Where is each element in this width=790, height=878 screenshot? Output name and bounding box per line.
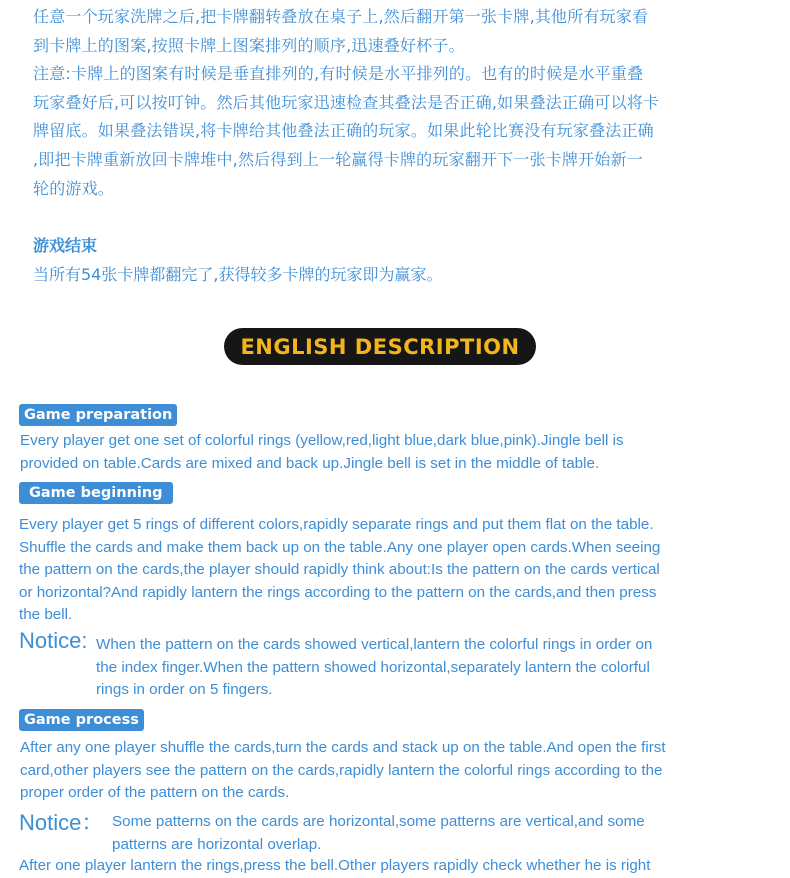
banner-label: ENGLISH DESCRIPTION <box>240 334 520 359</box>
text-line: 注意:卡牌上的图案有时候是垂直排列的,有时候是水平排列的。也有的时候是水平重叠 <box>33 64 644 84</box>
text-line: 任意一个玩家洗牌之后,把卡牌翻转叠放在桌子上,然后翻开第一张卡牌,其他所有玩家看 <box>33 7 649 26</box>
beginning-notice-text <box>96 634 652 702</box>
beginning-text <box>19 514 660 627</box>
text-line: ,即把卡牌重新放回卡牌堆中,然后得到上一轮赢得卡牌的玩家翻开下一张卡牌开始新一 <box>33 149 643 169</box>
text-line: or horizontal?And rapidly lantern the rings according to the pattern on the cards,and then press <box>19 583 657 601</box>
game-beginning-tag: Game beginning <box>19 482 173 504</box>
text-line: rings in order on 5 fingers. <box>96 681 273 699</box>
text-line: Every player get 5 rings of different colors,rapidly separate rings and put them flat on the table. <box>19 516 654 533</box>
preparation-text <box>20 430 624 475</box>
text-line: 玩家叠好后,可以按叮钟。然后其他玩家迅速检查其叠法是否正确,如果叠法正确可以将卡 <box>33 92 660 112</box>
process-after-text: After one player lantern the rings,press the bell.Other players rapidly check whether he is right <box>19 857 651 874</box>
text-line: After any one player shuffle the cards,turn the cards and stack up on the table.And open the first <box>20 739 666 756</box>
game-process-tag: Game process <box>19 709 144 731</box>
text-line: 到卡牌上的图案,按照卡牌上图案排列的顺序,迅速叠好杯子。 <box>33 35 465 55</box>
process-text <box>20 737 666 805</box>
text-line: proper order of the pattern on the cards. <box>20 784 290 802</box>
text-line: patterns are horizontal overlap. <box>112 835 322 853</box>
text-line: When the pattern on the cards showed vertical,lantern the colorful rings in order on <box>96 636 653 653</box>
game-end-heading: 游戏结束 <box>33 236 98 255</box>
game-preparation-tag: Game preparation <box>19 404 177 426</box>
text-line: Some patterns on the cards are horizontal,some patterns are vertical,and some <box>112 813 645 830</box>
text-line: provided on table.Cards are mixed and back up.Jingle bell is set in the middle of table. <box>20 454 600 472</box>
text-line: 轮的游戏。 <box>33 178 115 198</box>
process-notice-label: Notice： <box>19 810 104 835</box>
text-line: the pattern on the cards,the player should rapidly think about:Is the pattern on the cards vertical <box>19 561 660 579</box>
text-line: the index finger.When the pattern showed horizontal,separately lantern the colorful <box>96 658 650 676</box>
game-end-text: 当所有54张卡牌都翻完了,获得较多卡牌的玩家即为赢家。 <box>33 265 443 284</box>
beginning-notice-label: Notice: <box>19 628 88 653</box>
text-line: 牌留底。如果叠法错误,将卡牌给其他叠法正确的玩家。如果此轮比赛没有玩家叠法正确 <box>33 121 654 141</box>
chinese-gameplay-paragraph <box>33 3 763 203</box>
text-line: Every player get one set of colorful rings (yellow,red,light blue,dark blue,pink).Jingle bell is <box>20 432 624 449</box>
english-description-banner <box>224 328 536 365</box>
text-line: card,other players see the pattern on the cards,rapidly lantern the colorful rings according to the <box>20 761 663 779</box>
process-notice-text <box>112 811 645 856</box>
text-line: Shuffle the cards and make them back up on the table.Any one player open cards.When seeing <box>19 538 661 556</box>
text-line: the bell. <box>19 606 73 624</box>
